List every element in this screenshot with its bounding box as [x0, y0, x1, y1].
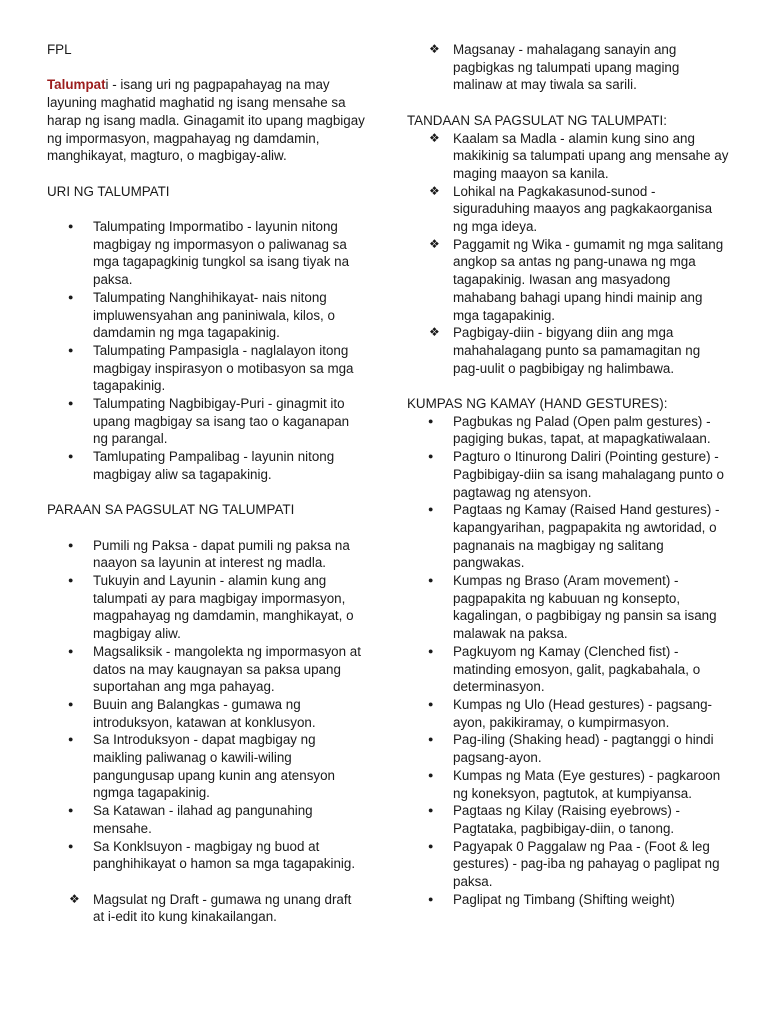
list-item: ● Pagtaas ng Kilay (Raising eyebrows) - Pagtataka, pagbibigay-diin, o tanong.: [407, 802, 729, 837]
right-column: [407, 41, 729, 908]
list-item: ❖ Kaalam sa Madla - alamin kung sino ang makikinig sa talumpati upang ang mensahe ay maging maayon sa kanila.: [407, 130, 729, 183]
kumpas-list: [407, 413, 729, 909]
list-item: ❖ Paggamit ng Wika - gumamit ng mga salitang angkop sa antas ng pang-unawa ng mga tagapakinig. Iwasan ang masyadong mahabang bahagi upang hindi mainip ang mga tagapakinig.: [407, 236, 729, 325]
paraan-list: [47, 537, 365, 873]
spacer: [407, 94, 729, 112]
list-item: ● Buuin ang Balangkas - gumawa ng introduksyon, katawan at konklusyon.: [47, 696, 365, 731]
spacer: [47, 200, 365, 218]
spacer: [47, 519, 365, 537]
tandaan-list: [407, 130, 729, 378]
section-heading-kumpas: KUMPAS NG KAMAY (HAND GESTURES):: [407, 396, 668, 412]
list-item: ● Pumili ng Paksa - dapat pumili ng paksa na naayon sa layunin at interest ng madla.: [47, 537, 365, 572]
section-heading-paraan: PARAAN SA PAGSULAT NG TALUMPATI: [47, 502, 295, 518]
list-item: ● Pagyapak 0 Paggalaw ng Paa - (Foot & leg gestures) - pag-iba ng pahayag o paglipat ng paksa.: [407, 838, 729, 891]
section-heading-uri: URI NG TALUMPATI: [47, 183, 170, 199]
spacer: [47, 484, 365, 502]
intro-term: Talumpat: [47, 77, 106, 93]
list-item: ● Talumpating Impormatibo - layunin nitong magbigay ng impormasyon o paliwanag sa mga tagapagkinig tungkol sa isang tiyak na paksa.: [47, 218, 365, 289]
intro-definition: i - isang uri ng pagpapahayag na may layuning maghatid maghatid ng isang mensahe sa harap ng isang madla. Ginagamit ito upang magbigay ng impormasyon, magpahayag ng damdamin, manghikayat, magturo, o magbigay-aliw.: [47, 77, 365, 164]
list-item: ❖ Magsanay - mahalagang sanayin ang pagbigkas ng talumpati upang maging malinaw at may tiwala sa sarili.: [407, 41, 729, 94]
list-item: ● Kumpas ng Ulo (Head gestures) - pagsang-ayon, pakikiramay, o kumpirmasyon.: [407, 696, 729, 731]
list-item: ● Talumpating Pampasigla - naglalayon itong magbigay inspirasyon o motibasyon sa mga tagapakinig.: [47, 342, 365, 395]
list-item: ● Paglipat ng Timbang (Shifting weight): [407, 891, 729, 909]
intro-paragraph: [47, 76, 365, 165]
spacer: [47, 59, 365, 77]
list-item: ● Magsaliksik - mangolekta ng impormasyon at datos na may kaugnayan sa paksa upang suportahan ang mga pahayag.: [47, 643, 365, 696]
list-item: ● Pagtaas ng Kamay (Raised Hand gestures) - kapangyarihan, pagpapakita ng awtoridad, o pagnanais na magbigay ng salitang pangwakas.: [407, 501, 729, 572]
list-item: ● Pagturo o Itinurong Daliri (Pointing gesture) - Pagbibigay-diin sa isang mahalagang punto o pagtawag ng atensyon.: [407, 448, 729, 501]
left-column: [47, 41, 365, 926]
sanay-list: [407, 41, 729, 94]
list-item: ● Pag-iling (Shaking head) - pagtanggi o hindi pagsang-ayon.: [407, 731, 729, 766]
list-item: ● Pagkuyom ng Kamay (Clenched fist) - matinding emosyon, galit, pagkabahala, o determinasyon.: [407, 643, 729, 696]
spacer: [47, 873, 365, 891]
list-item: ● Sa Introduksyon - dapat magbigay ng maikling paliwanag o kawili-wiling pangungusap upang kunin ang atensyon ngmga tagapakinig.: [47, 731, 365, 802]
list-item: ● Talumpating Nanghihikayat- nais nitong impluwensyahan ang paniniwala, kilos, o damdamin ng mga tagapakinig.: [47, 289, 365, 342]
list-item: ● Tamlupating Pampalibag - layunin nitong magbigay aliw sa tagapakinig.: [47, 448, 365, 483]
list-item: ● Talumpating Nagbibigay-Puri - ginagmit ito upang magbigay sa isang tao o kaganapan ng parangal.: [47, 395, 365, 448]
draft-list: [47, 891, 365, 926]
list-item: ● Sa Katawan - ilahad ag pangunahing mensahe.: [47, 802, 365, 837]
list-item: ● Tukuyin and Layunin - alamin kung ang talumpati ay para magbigay impormasyon, magpahayag ng damdamin, manghikayat, o magbigay aliw.: [47, 572, 365, 643]
list-item: ❖ Lohikal na Pagkakasunod-sunod - siguraduhing maayos ang pagkakaorganisa ng mga ideya.: [407, 183, 729, 236]
spacer: [47, 165, 365, 183]
section-heading-tandaan: TANDAAN SA PAGSULAT NG TALUMPATI:: [407, 112, 667, 128]
list-item: ● Pagbukas ng Palad (Open palm gestures) - pagiging bukas, tapat, at mapagkatiwalaan.: [407, 413, 729, 448]
doc-label: FPL: [47, 42, 72, 57]
spacer: [407, 377, 729, 395]
list-item: ● Kumpas ng Braso (Aram movement) - pagpapakita ng kabuuan ng konsepto, kagalingan, o pagbibigay ng pansin sa isang malawak na paksa.: [407, 572, 729, 643]
list-item: ❖ Magsulat ng Draft - gumawa ng unang draft at i-edit ito kung kinakailangan.: [47, 891, 365, 926]
list-item: ● Kumpas ng Mata (Eye gestures) - pagkaroon ng koneksyon, pagtutok, at kumpiyansa.: [407, 767, 729, 802]
list-item: ❖ Pagbigay-diin - bigyang diin ang mga mahahalagang punto sa pamamagitan ng pag-uulit o pagbibigay ng halimbawa.: [407, 324, 729, 377]
uri-list: [47, 218, 365, 484]
list-item: ● Sa Konklsuyon - magbigay ng buod at panghihikayat o hamon sa mga tagapakinig.: [47, 838, 365, 873]
